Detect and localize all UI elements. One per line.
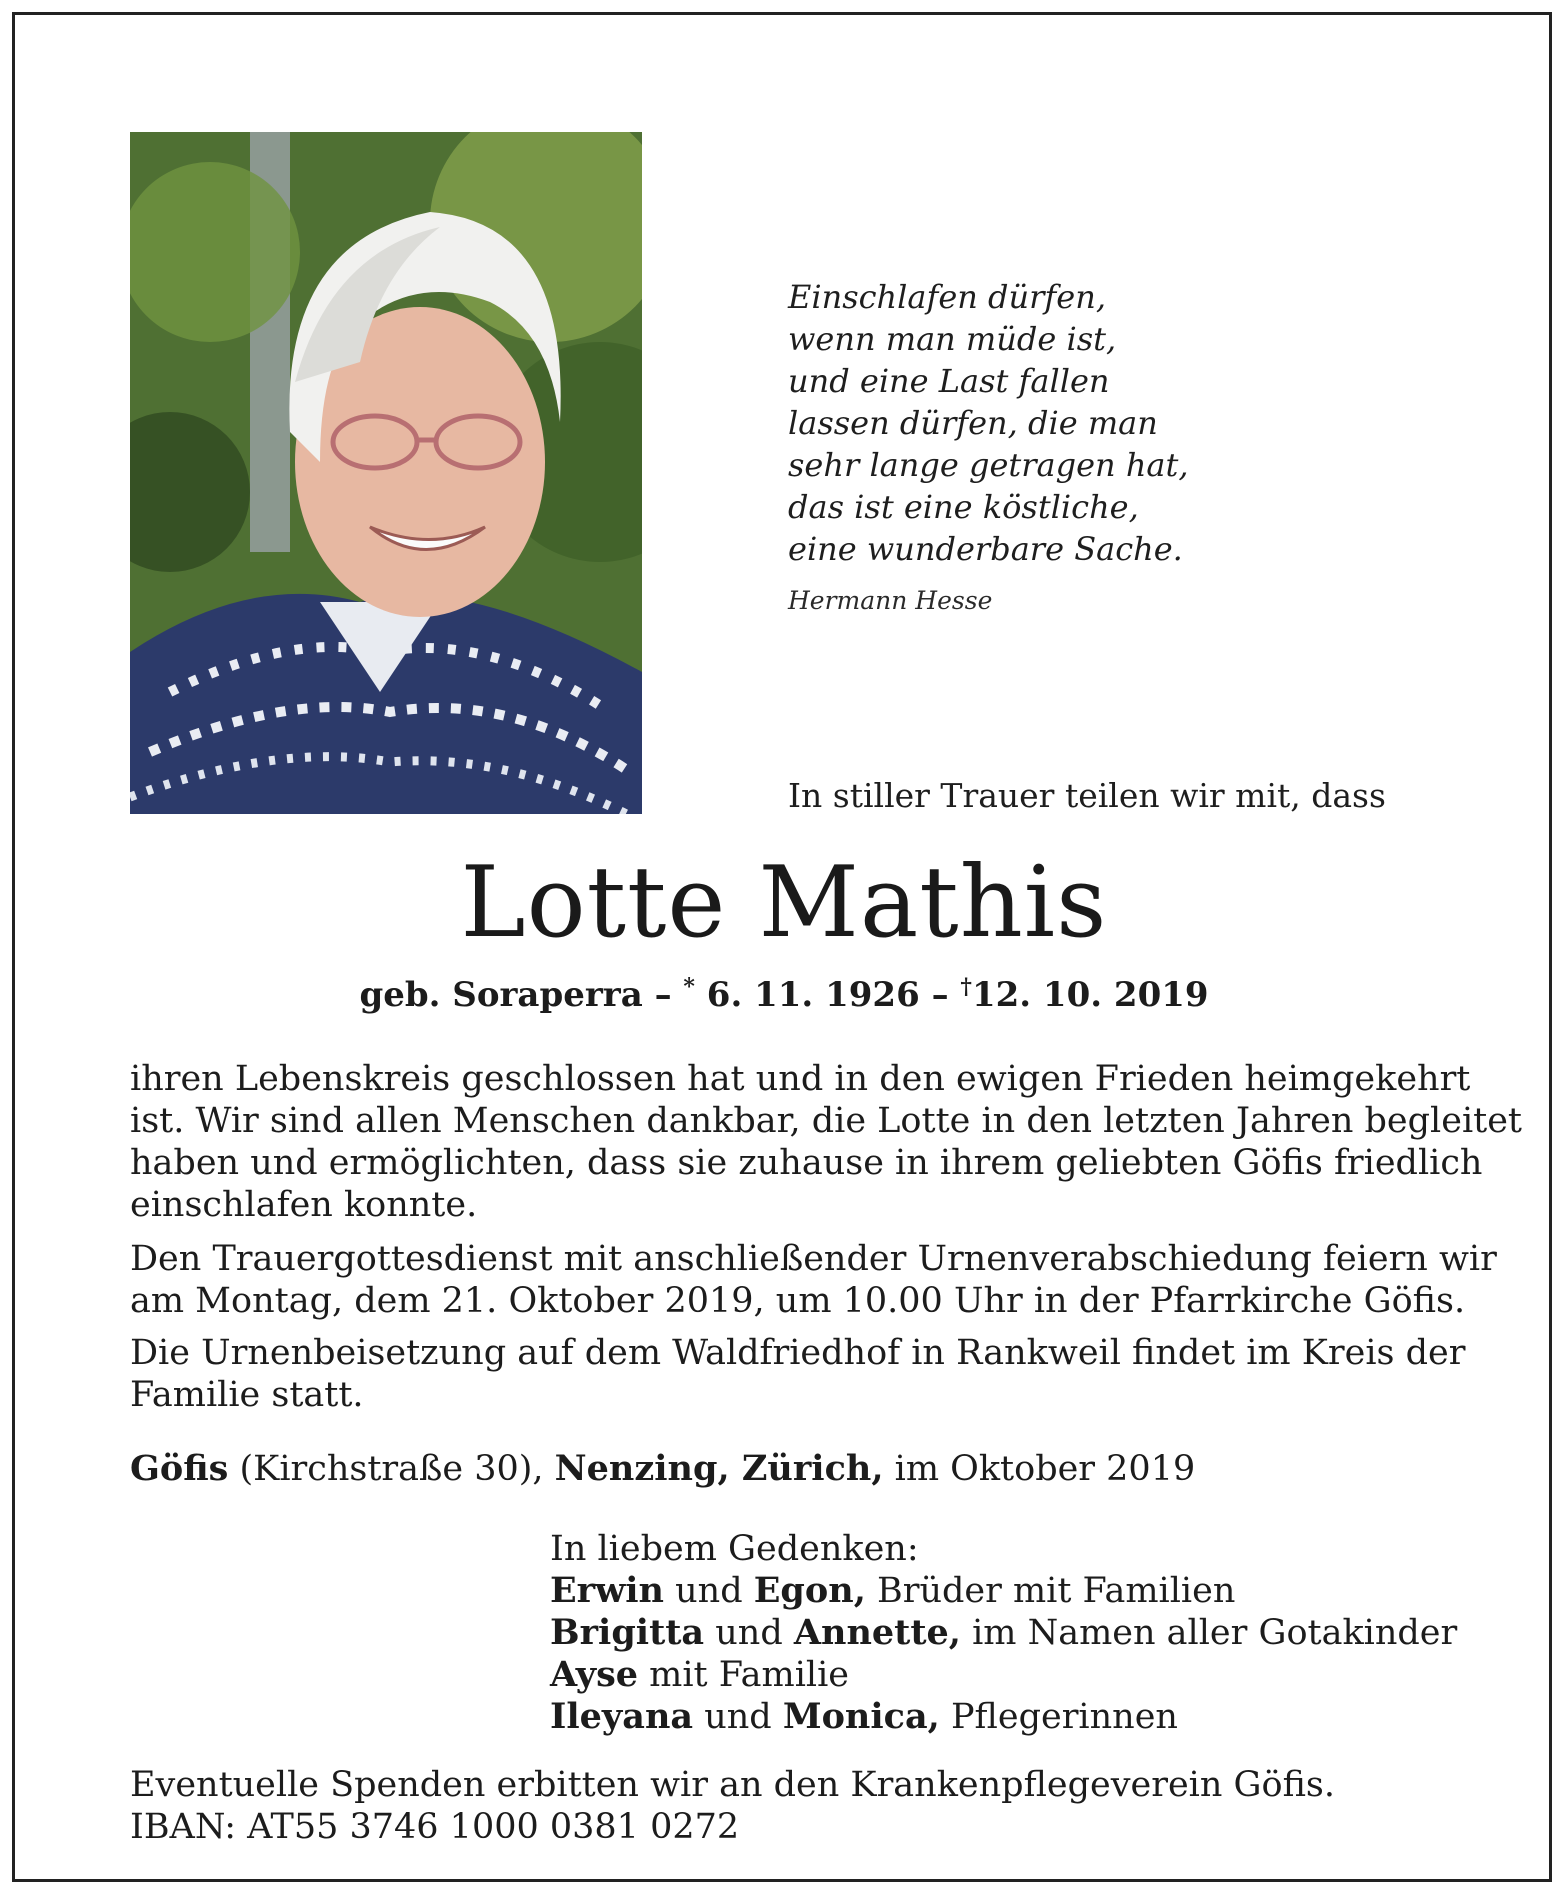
mourner-relation: Pflegerinnen	[939, 1697, 1178, 1737]
mourner-name: Erwin	[550, 1570, 664, 1611]
mourner-name: Brigitta	[550, 1612, 705, 1653]
paragraph-line: am Montag, dem 21. Oktober 2019, um 10.00 Uhr in der Pfarrkirche Göfis.	[130, 1281, 1466, 1321]
death-date: 12. 10. 2019	[971, 975, 1209, 1015]
mourner-join: mit Familie	[638, 1655, 850, 1695]
quote-line: Einschlafen dürfen,	[788, 278, 1106, 316]
address: (Kirchstraße 30),	[228, 1449, 555, 1489]
paragraph-line: Familie statt.	[130, 1375, 364, 1415]
dash: –	[931, 975, 949, 1015]
birth-date: 6. 11. 1926	[706, 975, 920, 1015]
mourner-join: und	[704, 1613, 794, 1653]
donation-text: Eventuelle Spenden erbitten wir an den Krankenpflegeverein Göfis.	[130, 1765, 1336, 1805]
paragraph-service	[130, 1238, 1497, 1322]
mourners-heading: In liebem Gedenken:	[550, 1529, 919, 1569]
paragraph-line: Den Trauergottesdienst mit anschließender Urnenverabschiedung feiern wir	[130, 1239, 1497, 1279]
donation-notice	[130, 1764, 1335, 1848]
paragraph-line: Die Urnenbeisetzung auf dem Waldfriedhof in Rankweil findet im Kreis der	[130, 1333, 1466, 1373]
mourner-join: und	[693, 1697, 783, 1737]
mourner-row	[550, 1612, 1457, 1654]
quote-line: lassen dürfen, die man	[788, 404, 1158, 442]
life-dates	[0, 974, 1568, 1015]
mourner-name: Monica,	[782, 1696, 940, 1737]
quote-line: wenn man müde ist,	[788, 320, 1117, 358]
mourner-row	[550, 1570, 1457, 1612]
birth-name: geb. Soraperra	[359, 975, 643, 1015]
mourner-relation: im Namen aller Gotakinder	[960, 1613, 1458, 1653]
paragraph-announcement	[130, 1058, 1522, 1226]
dash: –	[654, 975, 672, 1015]
town-goefis: Göfis	[130, 1448, 229, 1489]
paragraph-line: ihren Lebenskreis geschlossen hat und in den ewigen Frieden heimgekehrt	[130, 1059, 1471, 1099]
quote-line: eine wunderbare Sache.	[788, 530, 1183, 568]
paragraph-line: ist. Wir sind allen Menschen dankbar, die Lotte in den letzten Jahren begleitet	[130, 1101, 1522, 1141]
paragraph-burial	[130, 1332, 1466, 1416]
paragraph-line: haben und ermöglichten, dass sie zuhause in ihrem geliebten Göfis friedlich	[130, 1143, 1483, 1183]
mourner-name: Ileyana	[550, 1696, 694, 1737]
place-date-line	[130, 1448, 1195, 1489]
quote-line: sehr lange getragen hat,	[788, 446, 1189, 484]
mourner-name: Egon,	[753, 1570, 866, 1611]
mourner-name: Annette,	[793, 1612, 961, 1653]
quote-author: Hermann Hesse	[788, 586, 993, 615]
poem-quote	[788, 276, 1189, 570]
paragraph-line: einschlafen konnte.	[130, 1185, 478, 1225]
intro-line: In stiller Trauer teilen wir mit, dass	[788, 776, 1386, 815]
portrait-photo	[130, 132, 642, 814]
deceased-name: Lotte Mathis	[460, 846, 1108, 960]
quote-line: das ist eine köstliche,	[788, 488, 1139, 526]
mourner-name: Ayse	[550, 1654, 639, 1695]
quote-line: und eine Last fallen	[788, 362, 1110, 400]
birth-symbol: *	[683, 974, 695, 1000]
mourners-list	[550, 1528, 1457, 1738]
place-date: im Oktober 2019	[883, 1449, 1196, 1489]
mourner-join: und	[664, 1571, 754, 1611]
towns: Nenzing, Zürich,	[554, 1448, 884, 1489]
death-symbol: †	[960, 974, 972, 1000]
mourner-row	[550, 1696, 1457, 1738]
mourner-row	[550, 1654, 1457, 1696]
iban: IBAN: AT55 3746 1000 0381 0272	[130, 1807, 740, 1847]
mourner-relation: Brüder mit Familien	[865, 1571, 1236, 1611]
